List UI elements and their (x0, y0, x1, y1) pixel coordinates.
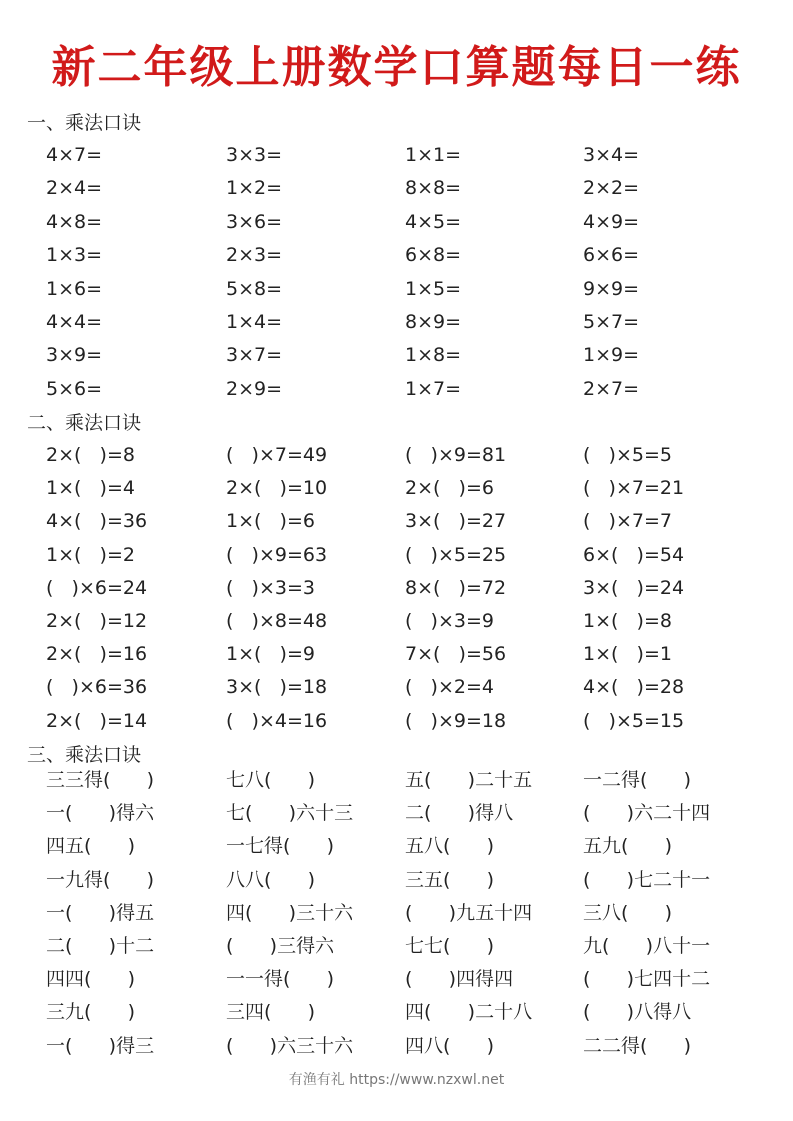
problem-item: 1×4= (226, 311, 283, 333)
section-heading: 三、乘法口诀 (27, 744, 142, 766)
problem-item: 5×8= (226, 278, 283, 300)
problem-item: 七八( ) (226, 769, 316, 791)
problem-row (0, 240, 793, 270)
problem-item: 1×5= (405, 278, 462, 300)
problem-item: ( )七四十二 (583, 968, 711, 990)
problem-item: ( )三得六 (226, 935, 335, 957)
problem-item: 一九得( ) (46, 869, 155, 891)
problem-item: ( )×5=5 (583, 444, 672, 466)
problem-row (0, 1031, 793, 1061)
problem-item: 4×7= (46, 144, 103, 166)
problem-row (0, 307, 793, 337)
problem-item: 3×3= (226, 144, 283, 166)
problem-row (0, 898, 793, 928)
problem-item: 4×8= (46, 211, 103, 233)
problem-item: 6×6= (583, 244, 640, 266)
problem-item: 9×9= (583, 278, 640, 300)
problem-item: 2×( )=10 (226, 477, 328, 499)
problem-row (0, 274, 793, 304)
footer-watermark: 有渔有礼 https://www.nzxwl.net (288, 1072, 505, 1088)
problem-row (0, 473, 793, 503)
problem-item: 五八( ) (405, 835, 495, 857)
problem-item: 1×( )=9 (226, 643, 315, 665)
problem-item: ( )七二十一 (583, 869, 711, 891)
problem-item: 一二得( ) (583, 769, 692, 791)
problem-row (0, 964, 793, 994)
problem-row (0, 672, 793, 702)
problem-item: 一( )得五 (46, 902, 155, 924)
problem-row (0, 765, 793, 795)
problem-item: 6×8= (405, 244, 462, 266)
problem-item: 四( )二十八 (405, 1001, 533, 1023)
problem-item: 九( )八十一 (583, 935, 711, 957)
problem-item: 3×6= (226, 211, 283, 233)
problem-item: ( )六二十四 (583, 802, 711, 824)
problem-item: 4×( )=28 (583, 676, 685, 698)
problem-item: 2×9= (226, 378, 283, 400)
problem-item: ( )×7=49 (226, 444, 328, 466)
problem-item: 1×8= (405, 344, 462, 366)
problem-item: 五九( ) (583, 835, 673, 857)
problem-item: 一七得( ) (226, 835, 335, 857)
problem-item: 8×8= (405, 177, 462, 199)
problem-row (0, 865, 793, 895)
problem-row (0, 207, 793, 237)
problem-item: 三五( ) (405, 869, 495, 891)
problem-item: 4×9= (583, 211, 640, 233)
problem-row (0, 540, 793, 570)
problem-item: 1×7= (405, 378, 462, 400)
problem-item: 2×( )=14 (46, 710, 148, 732)
problem-item: 3×9= (46, 344, 103, 366)
problem-item: 一( )得六 (46, 802, 155, 824)
problem-item: 1×( )=2 (46, 544, 135, 566)
problem-row (0, 140, 793, 170)
problem-row (0, 706, 793, 736)
problem-item: ( )×5=25 (405, 544, 507, 566)
problem-item: 1×2= (226, 177, 283, 199)
problem-item: ( )×7=21 (583, 477, 685, 499)
problem-row (0, 506, 793, 536)
problem-item: 七( )六十三 (226, 802, 354, 824)
section-heading: 二、乘法口诀 (27, 412, 142, 434)
problem-item: 1×( )=4 (46, 477, 135, 499)
problem-row (0, 573, 793, 603)
problem-item: 5×6= (46, 378, 103, 400)
problem-item: 三三得( ) (46, 769, 155, 791)
problem-item: ( )×2=4 (405, 676, 494, 698)
problem-row (0, 831, 793, 861)
section-heading: 一、乘法口诀 (27, 112, 142, 134)
problem-item: 一一得( ) (226, 968, 335, 990)
problem-item: 4×4= (46, 311, 103, 333)
problem-item: 6×( )=54 (583, 544, 685, 566)
problem-item: 3×4= (583, 144, 640, 166)
problem-item: ( )八得八 (583, 1001, 692, 1023)
problem-item: ( )×9=81 (405, 444, 507, 466)
problem-item: 一( )得三 (46, 1035, 155, 1057)
problem-item: 1×1= (405, 144, 462, 166)
problem-item: 8×9= (405, 311, 462, 333)
problem-item: ( )九五十四 (405, 902, 533, 924)
problem-item: 2×4= (46, 177, 103, 199)
problem-item: 2×( )=16 (46, 643, 148, 665)
problem-item: ( )×9=18 (405, 710, 507, 732)
problem-item: 7×( )=56 (405, 643, 507, 665)
problem-item: 8×( )=72 (405, 577, 507, 599)
problem-row (0, 606, 793, 636)
problem-row (0, 639, 793, 669)
problem-item: 四八( ) (405, 1035, 495, 1057)
problem-item: 1×9= (583, 344, 640, 366)
problem-item: 五( )二十五 (405, 769, 533, 791)
problem-item: 1×6= (46, 278, 103, 300)
problem-row (0, 374, 793, 404)
problem-item: ( )×7=7 (583, 510, 672, 532)
problem-item: 4×( )=36 (46, 510, 148, 532)
problem-item: 三四( ) (226, 1001, 316, 1023)
problem-item: 三九( ) (46, 1001, 136, 1023)
problem-item: ( )×8=48 (226, 610, 328, 632)
problem-item: 三八( ) (583, 902, 673, 924)
problem-item: ( )四得四 (405, 968, 514, 990)
problem-item: 5×7= (583, 311, 640, 333)
problem-row (0, 340, 793, 370)
problem-item: 1×( )=6 (226, 510, 315, 532)
problem-item: 1×( )=8 (583, 610, 672, 632)
problem-item: 四五( ) (46, 835, 136, 857)
problem-item: 2×3= (226, 244, 283, 266)
problem-item: 3×( )=18 (226, 676, 328, 698)
problem-item: 八八( ) (226, 869, 316, 891)
problem-item: ( )六三十六 (226, 1035, 354, 1057)
problem-item: 3×7= (226, 344, 283, 366)
problem-item: 七七( ) (405, 935, 495, 957)
problem-item: ( )×6=36 (46, 676, 148, 698)
problem-item: 2×2= (583, 177, 640, 199)
problem-item: 2×7= (583, 378, 640, 400)
problem-row (0, 798, 793, 828)
problem-item: ( )×9=63 (226, 544, 328, 566)
problem-row (0, 931, 793, 961)
problem-item: 四( )三十六 (226, 902, 354, 924)
problem-row (0, 173, 793, 203)
problem-item: 四四( ) (46, 968, 136, 990)
problem-item: ( )×3=3 (226, 577, 315, 599)
page-title: 新二年级上册数学口算题每日一练 (51, 42, 742, 93)
problem-item: 1×( )=1 (583, 643, 672, 665)
problem-item: 3×( )=24 (583, 577, 685, 599)
problem-item: 2×( )=12 (46, 610, 148, 632)
problem-item: 3×( )=27 (405, 510, 507, 532)
problem-item: 4×5= (405, 211, 462, 233)
problem-item: ( )×5=15 (583, 710, 685, 732)
problem-item: 1×3= (46, 244, 103, 266)
problem-item: 二( )得八 (405, 802, 514, 824)
problem-item: 2×( )=6 (405, 477, 494, 499)
problem-item: 2×( )=8 (46, 444, 135, 466)
problem-item: ( )×3=9 (405, 610, 494, 632)
problem-item: ( )×4=16 (226, 710, 328, 732)
problem-row (0, 997, 793, 1027)
problem-item: ( )×6=24 (46, 577, 148, 599)
problem-item: 二二得( ) (583, 1035, 692, 1057)
problem-row (0, 440, 793, 470)
problem-item: 二( )十二 (46, 935, 155, 957)
